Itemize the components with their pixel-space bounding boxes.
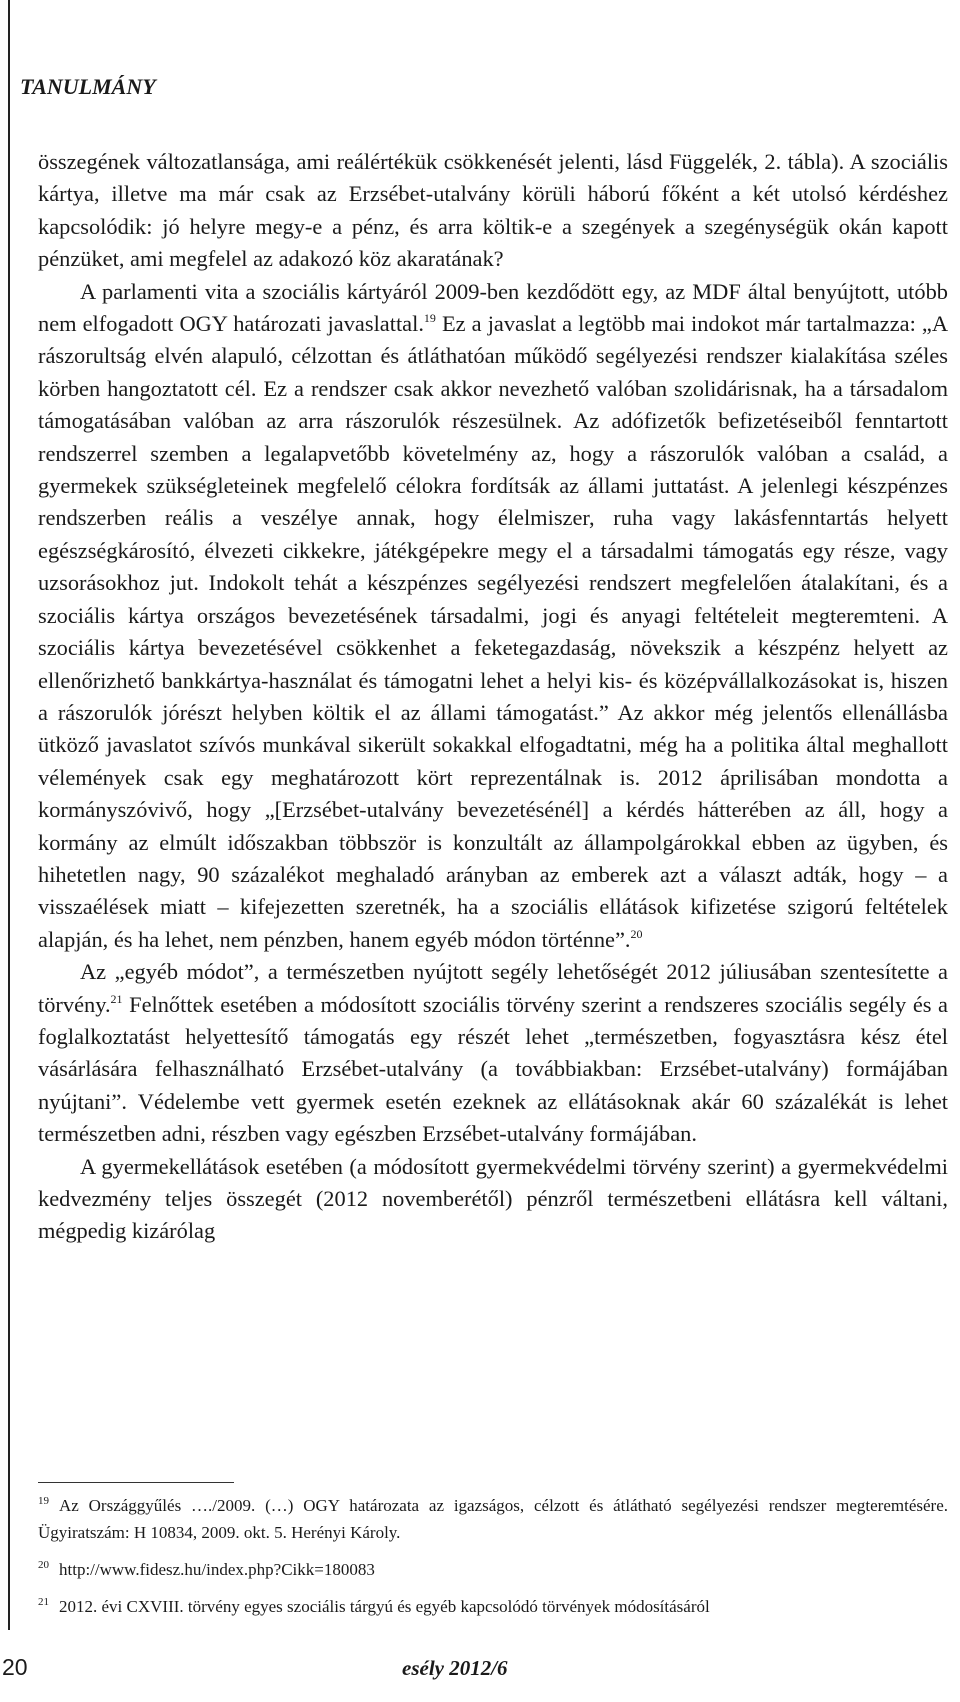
footnote-number: 20 [38, 1559, 49, 1571]
paragraph [38, 956, 948, 1150]
footnotes [38, 1492, 948, 1630]
article-body [38, 146, 948, 1248]
paragraph-text: összegének változatlansága, ami reálértékük csökkenését jelenti, lásd Függelék, 2. tábla). A szociális kártya, illetve ma már csak az Erzsébet-utalvány körüli háború főként a két utolsó kérdéshez kapcsolódik: jó helyre megy-e a pénz, és arra költik-e a szegények a szegénységük okán kapott pénzüket, ami megfelel az adakozó köz akaratának? [38, 149, 948, 272]
page-number: 20 [2, 1654, 28, 1680]
paragraph-text: A gyermekellátások esetében (a módosított gyermekvédelmi törvény szerint) a gyermekvédelmi kedvezmény teljes összegét (2012 novemberétől) pénzről természetbeni ellátásra kell váltani, mégpedig kizárólag [38, 1153, 948, 1244]
left-margin-rule [8, 0, 10, 1630]
footnote-number: 21 [38, 1596, 49, 1608]
footnote [38, 1593, 948, 1620]
paragraph [38, 1151, 948, 1248]
footnote [38, 1492, 948, 1546]
paragraph-text: Felnőttek esetében a módosított szociális törvény szerint a rendszeres szociális segély és a foglalkoztatást helyettesítő támogatás egy részét lehet „természetben, fogyasztásra kész étel vásárlására felhasználható Erzsébet-utalvány (a továbbiakban: Erzsébet-utalvány) formájában nyújtani”. Védelembe vett gyermek esetén ezeknek az ellátásoknak akár 60 százalékát is lehet természetben adni, részben vagy egészben Erzsébet-utalvány formájában. [38, 991, 948, 1147]
footnote [38, 1556, 948, 1583]
footnote-separator [38, 1482, 234, 1483]
footnote-number: 19 [38, 1495, 49, 1507]
paragraph-text: Az „egyéb módot”, a természetben nyújtott segély lehetőségét 2012 júliusában szentesítette a törvény. [38, 959, 948, 1017]
footnote-text[interactable]: http://www.fidesz.hu/index.php?Cikk=180083 [59, 1560, 375, 1579]
paragraph-text: Ez a javaslat a legtöbb mai indokot már tartalmazza: „A rászorultság elvén alapuló, célzottan és átláthatóan működő segélyezési rendszer kialakítása széles körben hangoztatott cél. Ez a rendszer csak akkor nevezhető valóban szolidárisnak, ha a társadalom támogatásában valóban az arra rászorulók részesülnek. Az adófizetők befizetéseiből fenntartott rendszerrel szemben a legalapvetőbb követelmény az, hogy a rászorulók valóban a család, a gyermekek szükségleteinek megfelelő célokra fordítsák az állami juttatást. A jelenlegi készpénzes rendszerben reális a veszélye annak, hogy élelmiszer, ruha vagy lakásfenntartás helyett egészségkárosító, élvezeti cikkekre, játékgépekre megy el a társadalmi támogatás egy része, vagy uzsorásokhoz jut. Indokolt tehát a készpénzes segélyezési rendszert megfelelően átalakítani, és a szociális kártya országos bevezetésének társadalmi, jogi és anyagi feltételeit megteremteni. A szociális kártya bevezetésével csökkenhet a feketegazdaság, növekszik a készpénz helyett az ellenőrizhető bankkártya-használat és támogatni lehet a helyi kis- és középvállalkozásokat is, hiszen a rászorulók jórészt helyben költik el az állami támogatást.” Az akkor még jelentős ellenállásba ütköző javaslatot szívós munkával sikerült sokakkal elfogadtatni, még ha a politika által meghallott vélemények csak egy meghatározott kört reprezentálnak is. 2012 áprilisában mondotta a kormányszóvivő, hogy „[Erzsébet-utalvány bevezetésénél] a kérdés hátterében az áll, hogy a kormány az elmúlt időszakban többször is konzultált az állampolgárokkal ebben az ügyben, és hihetetlen nagy, 90 százalékot meghaladó arányban az emberek azt a választ adták, hogy – a visszaélések miatt – kifejezetten szeretnék, ha a szociális ellátások kifizetése szigorú feltételek alapján, és ha lehet, nem pénzben, hanem egyéb módon történne”. [38, 311, 948, 952]
footnote-reference[interactable]: 20 [630, 926, 643, 941]
journal-title: esély 2012/6 [402, 1656, 508, 1680]
paragraph-text: A parlamenti vita a szociális kártyáról 2009-ben kezdődött egy, az MDF által benyújtott, utóbb nem elfogadott OGY határozati javaslattal. [38, 278, 948, 337]
section-header: TANULMÁNY [20, 74, 156, 99]
paragraph [38, 276, 948, 957]
footnote-text: Az Országgyűlés …./2009. (…) OGY határozata az igazságos, célzott és átlátható segélyezési rendszer megteremtésére. Ügyiratszám: H 10834, 2009. okt. 5. Herényi Károly. [38, 1496, 948, 1542]
paragraph [38, 146, 948, 276]
footnote-text: 2012. évi CXVIII. törvény egyes szociális tárgyú és egyéb kapcsolódó törvények módosításáról [59, 1597, 710, 1616]
footnote-reference[interactable]: 19 [423, 311, 436, 326]
footnote-reference[interactable]: 21 [110, 991, 123, 1006]
